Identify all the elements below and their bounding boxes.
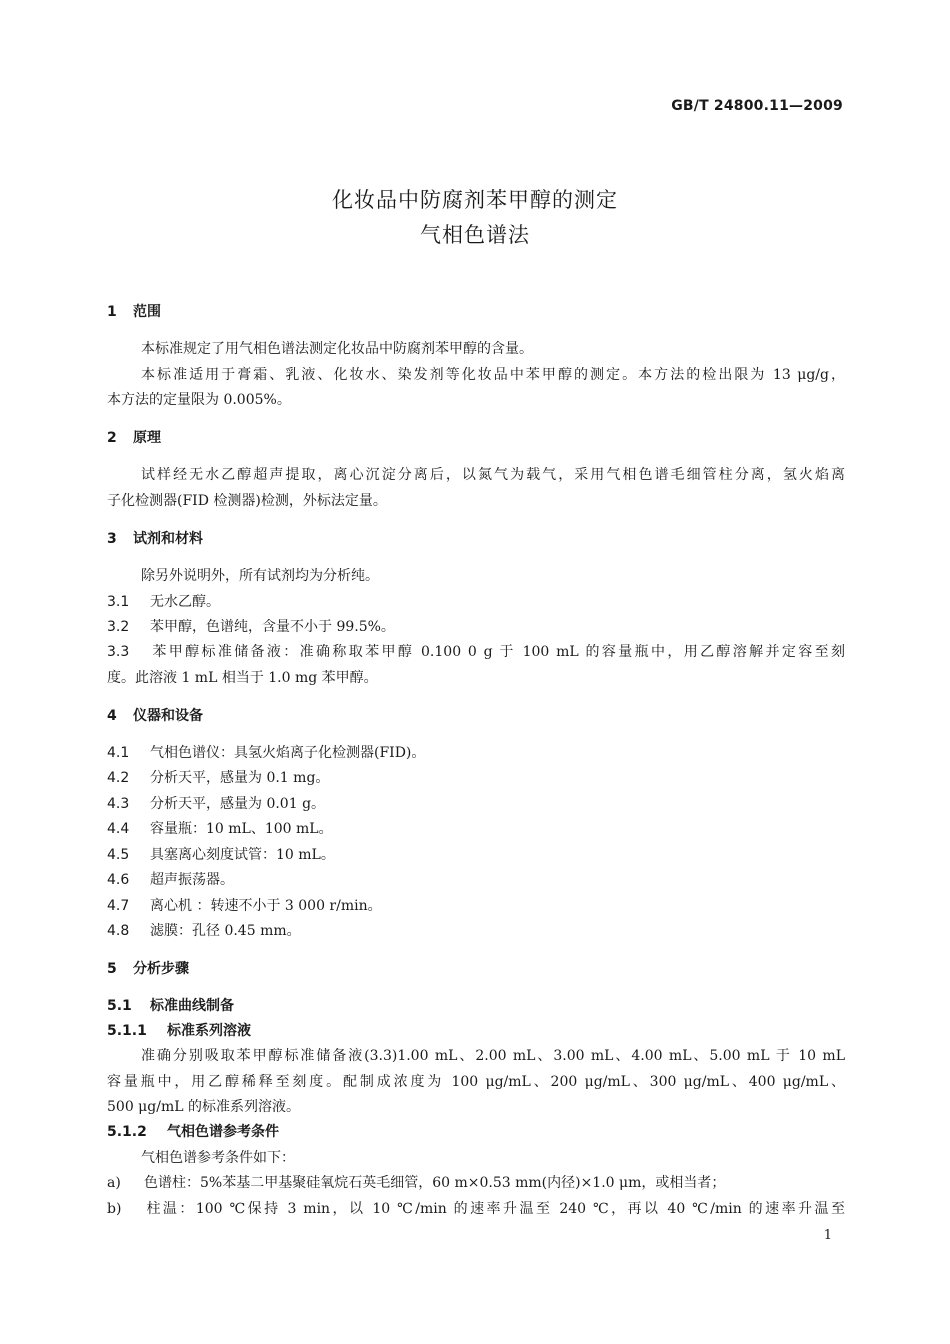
- paragraph: 除另外说明外，所有试剂均为分析纯。: [141, 568, 379, 584]
- section-number: 5.1.2: [107, 1124, 147, 1140]
- list-item: [107, 1199, 845, 1219]
- section-title: 范围: [133, 304, 161, 320]
- list-item: [107, 921, 845, 941]
- paragraph-continuation: 容量瓶中，用乙醇稀释至刻度。配制成浓度为 100 μg/mL、200 μg/mL、300 μg/mL、400 μg/mL、: [107, 1074, 845, 1090]
- section-title: 原理: [133, 430, 161, 446]
- item-text: 容量瓶：10 mL、100 mL。: [150, 821, 333, 837]
- paragraph: 气相色谱参考条件如下：: [141, 1150, 295, 1166]
- list-item: [107, 617, 845, 637]
- subsection-heading-5-1: [107, 996, 845, 1016]
- item-number: 3.3: [107, 644, 130, 660]
- paragraph-continuation: 500 μg/mL 的标准系列溶液。: [107, 1099, 300, 1115]
- list-item: [107, 743, 845, 763]
- section-number: 2: [107, 430, 117, 446]
- section-title: 仪器和设备: [133, 708, 203, 724]
- paragraph: 本标准适用于膏霜、乳液、化妆水、染发剂等化妆品中苯甲醇的测定。本方法的检出限为 13 μg/g，: [141, 367, 845, 383]
- section-number: 5.1.1: [107, 1023, 147, 1039]
- section-number: 5.1: [107, 998, 132, 1014]
- item-text: 具塞离心刻度试管：10 mL。: [150, 847, 335, 863]
- item-number: 4.5: [107, 847, 130, 863]
- item-text: 苯甲醇标准储备液：准确称取苯甲醇 0.100 0 g 于 100 mL 的容量瓶中，用乙醇溶解并定容至刻: [150, 644, 845, 660]
- item-number: 4.1: [107, 745, 130, 761]
- list-item: [107, 1173, 845, 1193]
- item-number: a): [107, 1175, 121, 1191]
- item-number: 4.3: [107, 796, 130, 812]
- section-title: 标准系列溶液: [167, 1023, 251, 1039]
- paragraph: 试样经无水乙醇超声提取，离心沉淀分离后，以氮气为载气，采用气相色谱毛细管柱分离，氢火焰离: [141, 467, 845, 483]
- list-item: [107, 819, 845, 839]
- subsection-heading-5-1-1: [107, 1021, 845, 1041]
- item-text: 离心机 ：转速不小于 3 000 r/min。: [150, 898, 382, 914]
- document-subtitle: 气相色谱法: [420, 223, 530, 247]
- section-heading-5: [107, 959, 845, 979]
- section-title: 标准曲线制备: [150, 998, 234, 1014]
- paragraph-continuation: 度。此溶液 1 mL 相当于 1.0 mg 苯甲醇。: [107, 670, 378, 686]
- list-item: [107, 768, 845, 788]
- section-heading-4: [107, 706, 845, 726]
- section-number: 1: [107, 304, 117, 320]
- item-number: 4.6: [107, 872, 130, 888]
- section-title: 分析步骤: [133, 961, 189, 977]
- list-item: [107, 642, 845, 662]
- subsection-heading-5-1-2: [107, 1122, 845, 1142]
- section-heading-2: [107, 428, 845, 448]
- item-text: 气相色谱仪：具氢火焰离子化检测器(FID)。: [150, 745, 426, 761]
- section-title: 气相色谱参考条件: [167, 1124, 279, 1140]
- item-number: 4.4: [107, 821, 130, 837]
- item-text: 超声振荡器。: [150, 872, 234, 888]
- section-number: 3: [107, 531, 117, 547]
- section-title: 试剂和材料: [133, 531, 203, 547]
- item-number: 4.7: [107, 898, 130, 914]
- section-number: 5: [107, 961, 117, 977]
- item-number: 3.2: [107, 619, 130, 635]
- paragraph-continuation: 子化检测器(FID 检测器)检测，外标法定量。: [107, 493, 387, 509]
- section-number: 4: [107, 708, 117, 724]
- item-text: 滤膜：孔径 0.45 mm。: [150, 923, 301, 939]
- item-text: 苯甲醇，色谱纯，含量不小于 99.5%。: [150, 619, 395, 635]
- item-text: 柱温：100 ℃保持 3 min，以 10 ℃/min 的速率升温至 240 ℃，再以 40 ℃/min 的速率升温至: [144, 1201, 845, 1217]
- list-item: [107, 592, 845, 612]
- item-number: 4.2: [107, 770, 130, 786]
- item-number: 4.8: [107, 923, 130, 939]
- section-heading-1: [107, 302, 845, 322]
- item-number: b): [107, 1201, 122, 1217]
- standard-number: GB/T 24800.11—2009: [671, 98, 843, 114]
- item-text: 分析天平，感量为 0.01 g。: [150, 796, 326, 812]
- item-text: 无水乙醇。: [150, 594, 220, 610]
- list-item: [107, 794, 845, 814]
- item-text: 色谱柱：5%苯基二甲基聚硅氧烷石英毛细管，60 m×0.53 mm(内径)×1.0 μm，或相当者；: [144, 1175, 726, 1191]
- paragraph: 准确分别吸取苯甲醇标准储备液(3.3)1.00 mL、2.00 mL、3.00 mL、4.00 mL、5.00 mL 于 10 mL: [141, 1048, 845, 1064]
- list-item: [107, 845, 845, 865]
- document-title: 化妆品中防腐剂苯甲醇的测定: [332, 188, 618, 212]
- section-heading-3: [107, 529, 845, 549]
- paragraph: 本标准规定了用气相色谱法测定化妆品中防腐剂苯甲醇的含量。: [141, 341, 533, 357]
- list-item: [107, 896, 845, 916]
- item-text: 分析天平，感量为 0.1 mg。: [150, 770, 330, 786]
- page-number: 1: [823, 1228, 832, 1243]
- list-item: [107, 870, 845, 890]
- item-number: 3.1: [107, 594, 130, 610]
- paragraph-continuation: 本方法的定量限为 0.005%。: [107, 392, 291, 408]
